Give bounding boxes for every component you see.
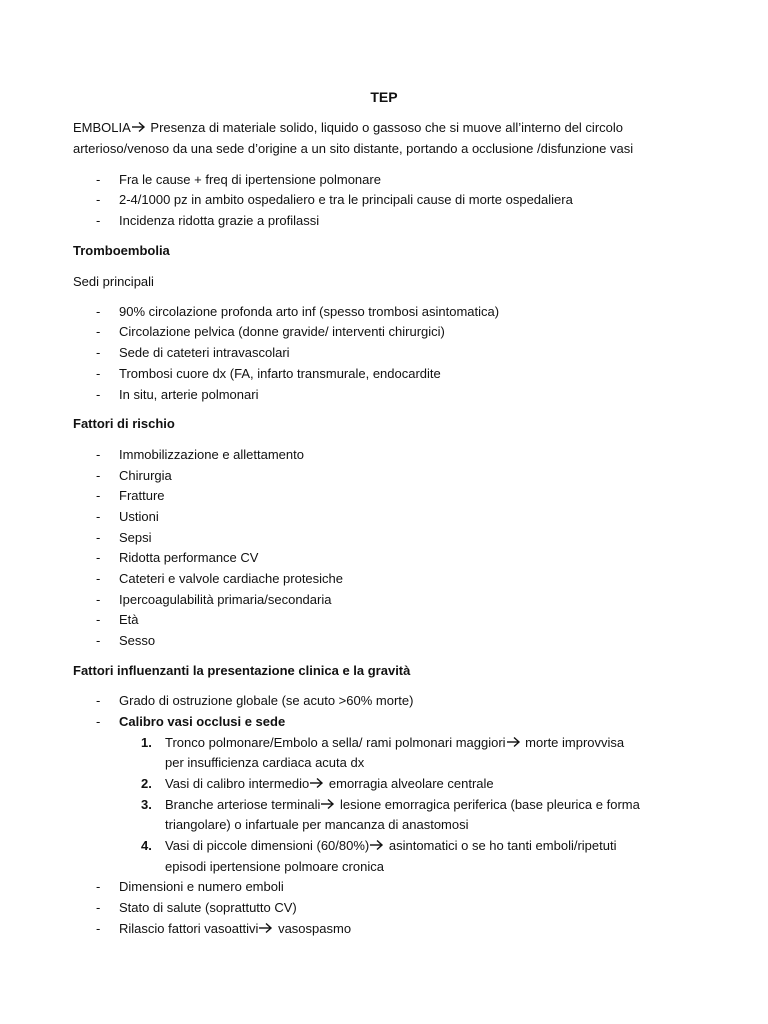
bullet-dash: - <box>96 172 101 187</box>
bullet-dash: - <box>96 693 101 708</box>
list-item: Circolazione pelvica (donne gravide/ interventi chirurgici) <box>119 324 445 339</box>
list-item: Dimensioni e numero emboli <box>119 879 284 894</box>
numbered-item-text: Branche arteriose terminali <box>165 797 321 812</box>
list-item: Fra le cause + freq di ipertensione polmonare <box>119 172 381 187</box>
list-item: Stato di salute (soprattutto CV) <box>119 900 297 915</box>
bullet-dash: - <box>96 345 101 360</box>
numbered-item-text: Vasi di piccole dimensioni (60/80%) <box>165 838 370 853</box>
bullet-dash: - <box>96 879 101 894</box>
numbered-item-2 <box>165 776 494 792</box>
bullet-dash: - <box>96 509 101 524</box>
list-item: Grado di ostruzione globale (se acuto >60% morte) <box>119 693 414 708</box>
list-item: Sepsi <box>119 530 152 545</box>
bullet-dash: - <box>96 612 101 627</box>
numbered-marker: 4. <box>141 838 152 853</box>
numbered-marker: 2. <box>141 776 152 791</box>
bullet-dash: - <box>96 714 101 729</box>
arrow-right-icon <box>320 798 335 810</box>
numbered-item-3-cont: triangolare) o infartuale per mancanza di anastomosi <box>165 817 469 832</box>
list-item: Trombosi cuore dx (FA, infarto transmurale, endocardite <box>119 366 441 381</box>
numbered-item-3 <box>165 797 640 813</box>
bullet-dash: - <box>96 468 101 483</box>
list-item: Incidenza ridotta grazie a profilassi <box>119 213 320 228</box>
arrow-right-icon <box>506 736 521 748</box>
list-item: Chirurgia <box>119 468 172 483</box>
numbered-item-1-cont: per insufficienza cardiaca acuta dx <box>165 755 365 770</box>
list-item: Età <box>119 612 139 627</box>
numbered-item-4-cont: episodi ipertensione polmoare cronica <box>165 859 384 874</box>
list-item: Sede di cateteri intravascolari <box>119 345 290 360</box>
list-item: Calibro vasi occlusi e sede <box>119 714 286 729</box>
list-item: Cateteri e valvole cardiache protesiche <box>119 571 344 586</box>
bullet-dash: - <box>96 366 101 381</box>
bullet-dash: - <box>96 324 101 339</box>
bullet-dash: - <box>96 571 101 586</box>
numbered-item-text: morte improvvisa <box>521 735 625 750</box>
bullet-dash: - <box>96 304 101 319</box>
arrow-right-icon <box>309 777 324 789</box>
intro-term: EMBOLIA <box>73 120 131 135</box>
bullet-dash: - <box>96 488 101 503</box>
numbered-item-text: emorragia alveolare centrale <box>325 776 494 791</box>
list-item <box>119 921 351 937</box>
bullet-dash: - <box>96 550 101 565</box>
subheading-sedi: Sedi principali <box>73 274 154 289</box>
heading-tromboembolia: Tromboembolia <box>73 243 170 258</box>
numbered-marker: 3. <box>141 797 152 812</box>
list-item: Immobilizzazione e allettamento <box>119 447 304 462</box>
numbered-item-text: asintomatici o se ho tanti emboli/ripetuti <box>385 838 617 853</box>
intro-line-2: arterioso/venoso da una sede d’origine a un sito distante, portando a occlusione /disfunzione vasi <box>73 141 634 156</box>
list-item: 2-4/1000 pz in ambito ospedaliero e tra le principali cause di morte ospedaliera <box>119 192 573 207</box>
page-title: TEP <box>370 89 398 105</box>
numbered-item-1 <box>165 735 624 751</box>
arrow-right-icon <box>258 922 273 934</box>
list-item-text: vasospasmo <box>274 921 352 936</box>
numbered-item-text: Tronco polmonare/Embolo a sella/ rami polmonari maggiori <box>165 735 506 750</box>
bullet-dash: - <box>96 213 101 228</box>
numbered-item-text: lesione emorragica periferica (base pleurica e forma <box>336 797 640 812</box>
list-item: Ipercoagulabilità primaria/secondaria <box>119 592 332 607</box>
list-item: Sesso <box>119 633 156 648</box>
list-item: Fratture <box>119 488 165 503</box>
arrow-right-icon <box>131 121 146 133</box>
heading-rischio: Fattori di rischio <box>73 416 175 431</box>
numbered-item-4 <box>165 838 616 854</box>
arrow-right-icon <box>369 839 384 851</box>
bullet-dash: - <box>96 192 101 207</box>
list-item: Ustioni <box>119 509 159 524</box>
heading-influenzanti: Fattori influenzanti la presentazione clinica e la gravità <box>73 663 411 678</box>
list-item: 90% circolazione profonda arto inf (spesso trombosi asintomatica) <box>119 304 500 319</box>
bullet-dash: - <box>96 447 101 462</box>
numbered-item-text: Vasi di calibro intermedio <box>165 776 310 791</box>
intro-text-1: Presenza di materiale solido, liquido o gassoso che si muove all’interno del circolo <box>146 120 623 135</box>
bullet-dash: - <box>96 633 101 648</box>
bullet-dash: - <box>96 530 101 545</box>
bullet-dash: - <box>96 900 101 915</box>
bullet-dash: - <box>96 921 101 936</box>
list-item: Ridotta performance CV <box>119 550 259 565</box>
bullet-dash: - <box>96 387 101 402</box>
intro-line-1 <box>73 120 623 136</box>
list-item: In situ, arterie polmonari <box>119 387 259 402</box>
numbered-marker: 1. <box>141 735 152 750</box>
bullet-dash: - <box>96 592 101 607</box>
list-item-text: Rilascio fattori vasoattivi <box>119 921 259 936</box>
